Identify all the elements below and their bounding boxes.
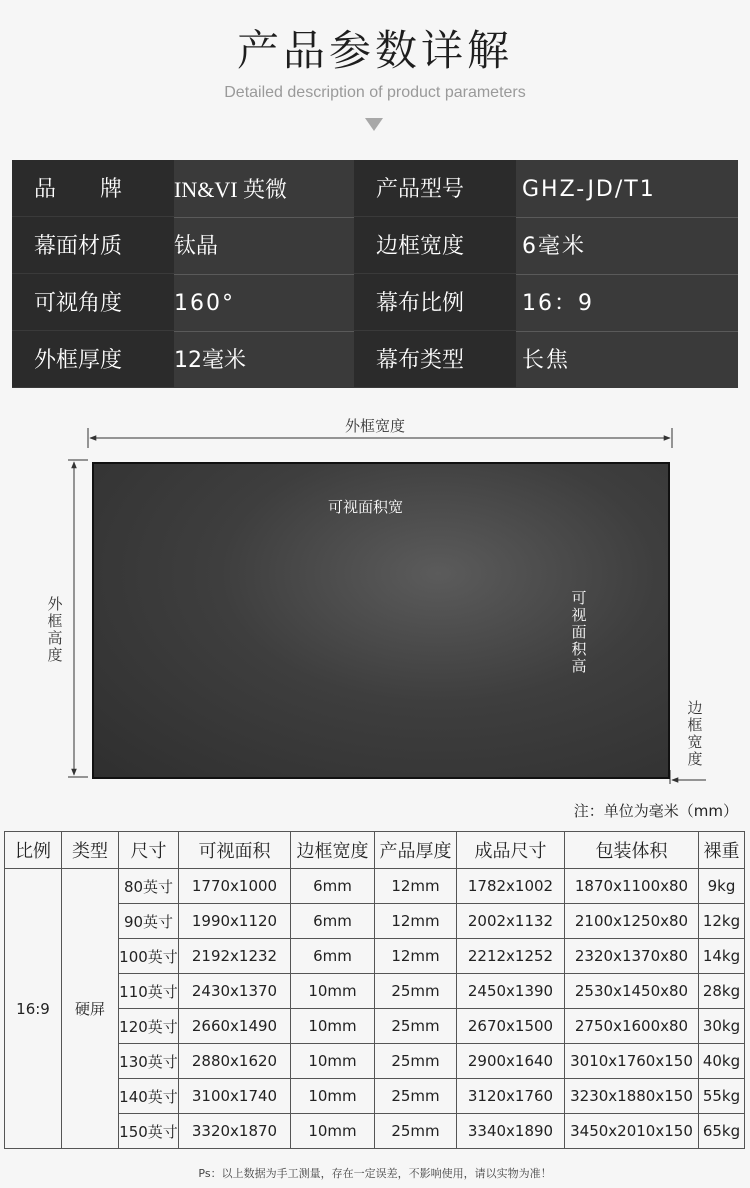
col-header: 尺寸 — [119, 832, 179, 869]
spec-row — [12, 331, 738, 387]
col-header: 裸重 — [699, 832, 745, 869]
table-cell: 55kg — [699, 1079, 745, 1114]
table-cell: 28kg — [699, 974, 745, 1009]
table-cell: 25mm — [375, 1079, 457, 1114]
table-cell: 3340x1890 — [457, 1114, 565, 1149]
spec-label: 边框宽度 — [354, 217, 516, 273]
spec-value: GHZ-JD/T1 — [522, 177, 656, 202]
page-title: 产品参数详解 — [236, 26, 513, 75]
spec-label: 品 牌 — [12, 160, 174, 216]
char: 边 — [687, 699, 703, 717]
table-cell: 2002x1132 — [457, 904, 565, 939]
table-cell: 130英寸 — [119, 1044, 179, 1079]
table-cell: 1870x1100x80 — [565, 869, 699, 904]
view-width-label: 可视面积宽 — [328, 498, 404, 516]
table-cell: 3320x1870 — [179, 1114, 291, 1149]
table-cell: 6mm — [291, 869, 375, 904]
table-cell: 3450x2010x150 — [565, 1114, 699, 1149]
table-cell: 25mm — [375, 1114, 457, 1149]
table-cell: 110英寸 — [119, 974, 179, 1009]
char: 可 — [571, 589, 587, 607]
char: 视 — [571, 606, 587, 624]
ratio-cell: 16:9 — [5, 869, 62, 1149]
size-table — [4, 831, 745, 1149]
table-cell: 2450x1390 — [457, 974, 565, 1009]
char: 宽 — [687, 733, 703, 751]
spec-value: 6毫米 — [522, 234, 586, 259]
table-cell: 1782x1002 — [457, 869, 565, 904]
table-cell: 100英寸 — [119, 939, 179, 974]
table-cell: 12mm — [375, 904, 457, 939]
spec-label: 外框厚度 — [12, 331, 174, 387]
table-cell: 12mm — [375, 939, 457, 974]
table-cell: 25mm — [375, 974, 457, 1009]
table-cell: 3010x1760x150 — [565, 1044, 699, 1079]
spec-row — [12, 160, 738, 216]
table-cell: 10mm — [291, 1114, 375, 1149]
table-cell: 2320x1370x80 — [565, 939, 699, 974]
table-cell: 10mm — [291, 1009, 375, 1044]
table-cell: 3230x1880x150 — [565, 1079, 699, 1114]
table-cell: 3100x1740 — [179, 1079, 291, 1114]
view-height-label — [570, 590, 588, 675]
table-cell: 1990x1120 — [179, 904, 291, 939]
table-cell: 2660x1490 — [179, 1009, 291, 1044]
table-cell: 10mm — [291, 974, 375, 1009]
col-header: 类型 — [62, 832, 119, 869]
table-cell: 2750x1600x80 — [565, 1009, 699, 1044]
col-header: 成品尺寸 — [457, 832, 565, 869]
dimension-diagram — [0, 400, 750, 800]
spec-label: 幕布比例 — [354, 274, 516, 330]
table-cell: 10mm — [291, 1044, 375, 1079]
chevron-down-icon — [365, 118, 383, 131]
outer-width-label: 外框宽度 — [345, 417, 406, 435]
spec-label: 幕布类型 — [354, 331, 516, 387]
spec-panel — [12, 160, 738, 388]
table-cell: 65kg — [699, 1114, 745, 1149]
table-row — [5, 869, 745, 904]
table-cell: 6mm — [291, 939, 375, 974]
table-cell: 90英寸 — [119, 904, 179, 939]
table-cell: 30kg — [699, 1009, 745, 1044]
table-cell: 12mm — [375, 869, 457, 904]
table-cell: 40kg — [699, 1044, 745, 1079]
table-header-row — [5, 832, 745, 869]
spec-value: 钛晶 — [174, 234, 219, 259]
col-header: 比例 — [5, 832, 62, 869]
spec-label: 可视角度 — [12, 274, 174, 330]
table-cell: 2900x1640 — [457, 1044, 565, 1079]
spec-value: 16：9 — [522, 291, 594, 316]
char: 框 — [687, 716, 703, 734]
table-cell: 1770x1000 — [179, 869, 291, 904]
table-cell: 2880x1620 — [179, 1044, 291, 1079]
table-cell: 2192x1232 — [179, 939, 291, 974]
table-cell: 120英寸 — [119, 1009, 179, 1044]
char: 积 — [571, 640, 587, 658]
char: 高 — [47, 629, 63, 647]
spec-label: 产品型号 — [354, 160, 516, 216]
page-subtitle: Detailed description of product parameters — [224, 84, 526, 101]
table-cell: 2530x1450x80 — [565, 974, 699, 1009]
table-cell: 150英寸 — [119, 1114, 179, 1149]
table-cell: 2670x1500 — [457, 1009, 565, 1044]
table-cell: 6mm — [291, 904, 375, 939]
table-cell: 3120x1760 — [457, 1079, 565, 1114]
outer-height-label — [46, 596, 64, 664]
char: 度 — [687, 750, 703, 768]
table-cell: 2430x1370 — [179, 974, 291, 1009]
spec-value: 12毫米 — [174, 348, 246, 373]
spec-value: 160° — [174, 291, 235, 316]
spec-row — [12, 217, 738, 273]
spec-label: 幕面材质 — [12, 217, 174, 273]
char: 外 — [47, 595, 63, 613]
type-cell: 硬屏 — [62, 869, 119, 1149]
spec-value: 长焦 — [522, 348, 571, 373]
col-header: 包装体积 — [565, 832, 699, 869]
table-cell: 9kg — [699, 869, 745, 904]
frame-width-label — [686, 700, 704, 768]
table-cell: 25mm — [375, 1009, 457, 1044]
unit-note: 注：单位为毫米（mm） — [573, 802, 738, 820]
table-cell: 2212x1252 — [457, 939, 565, 974]
table-cell: 12kg — [699, 904, 745, 939]
spec-value: IN&VI 英微 — [174, 177, 288, 202]
table-cell: 2100x1250x80 — [565, 904, 699, 939]
col-header: 可视面积 — [179, 832, 291, 869]
char: 框 — [47, 612, 63, 630]
col-header: 产品厚度 — [375, 832, 457, 869]
char: 面 — [571, 623, 587, 641]
table-cell: 80英寸 — [119, 869, 179, 904]
table-cell: 10mm — [291, 1079, 375, 1114]
footnote: Ps：以上数据为手工测量，存在一定误差，不影响使用，请以实物为准！ — [198, 1167, 552, 1180]
table-cell: 140英寸 — [119, 1079, 179, 1114]
col-header: 边框宽度 — [291, 832, 375, 869]
table-cell: 14kg — [699, 939, 745, 974]
char: 高 — [571, 657, 587, 675]
spec-row — [12, 274, 738, 330]
char: 度 — [47, 646, 63, 664]
table-cell: 25mm — [375, 1044, 457, 1079]
